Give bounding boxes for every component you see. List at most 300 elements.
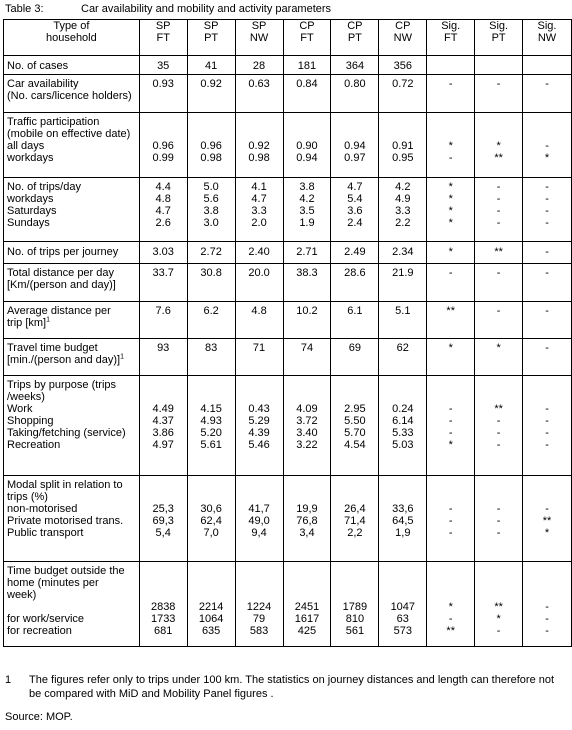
value-cell [139,476,187,562]
value-cell [427,178,475,242]
value-cell [331,75,379,113]
table-value: * [448,193,453,205]
table-value: 0.24 [392,403,414,415]
spacer-line [334,479,375,491]
section-row-modal-split [4,476,572,562]
row-label: Work [7,403,33,415]
spacer-line [382,565,423,577]
table-value: - [545,267,549,279]
value-cell [427,339,475,376]
value-cell [283,376,331,476]
table-value: 3.03 [152,246,174,258]
spacer-line [382,491,423,503]
table-value [526,279,568,291]
spacer-line [478,589,519,601]
table-value: 62,4 [200,515,222,527]
row-label: No. of cases [7,60,69,72]
table-value [143,279,184,291]
value-cell [331,476,379,562]
table-value: 5.6 [203,193,219,205]
spacer-line [191,565,232,577]
spacer-line [526,379,568,391]
table-value: 19,9 [296,503,318,515]
section-row-traffic-participation [4,113,572,178]
footnote-marker: 1 [120,353,125,361]
table-value: 1733 [150,613,176,625]
spacer-line [287,391,328,403]
table-value: 5.33 [392,427,414,439]
table-value: 2.6 [155,217,171,229]
table-value: 63 [396,613,409,625]
row-label-cell [4,264,140,302]
table-value: 3.6 [347,205,363,217]
row-label-line: Trips by purpose (trips [7,379,117,391]
table-value [191,279,232,291]
table-value [478,279,519,291]
value-cell [523,56,572,75]
value-cell [379,302,427,339]
table-value: - [496,439,501,451]
table-value: 2.49 [344,246,366,258]
table-value [191,90,232,102]
table-value [430,90,471,102]
table-value: 28 [252,60,266,72]
table-value: 3.3 [395,205,411,217]
table-value: 583 [249,625,269,637]
spacer-line [191,491,232,503]
table-value: - [496,427,501,439]
table-value: - [448,415,453,427]
value-cell [139,56,187,75]
spacer-line [143,479,184,491]
table-value: 1064 [198,613,224,625]
table-value: 0.84 [296,78,318,90]
value-cell [379,264,427,302]
table-value: 0.43 [248,403,270,415]
table-value: 0.93 [152,78,174,90]
value-cell [475,178,523,242]
header-line: FT [300,32,314,44]
table-value: - [545,415,549,427]
header-line: PT [491,32,506,44]
value-cell [139,264,187,302]
value-cell [235,242,283,264]
table-value [478,354,519,366]
table-value: 28.6 [344,267,366,279]
value-cell [235,113,283,178]
value-cell [187,476,235,562]
value-cell [427,562,475,647]
spacer-line [239,379,280,391]
spacer-line [430,565,471,577]
table-value: 0.99 [152,152,174,164]
section-row-cases [4,56,572,75]
spacer-line [334,565,375,577]
value-cell [331,113,379,178]
spacer-line [239,491,280,503]
table-value [239,279,280,291]
table-value [287,279,328,291]
row-label-cell [4,242,140,264]
value-cell [379,562,427,647]
section-row-average-distance [4,302,572,339]
row-label-cell [4,339,140,376]
row-label: Average distance per [7,305,111,317]
table-value: 2451 [294,601,320,613]
table-value: 4.7 [347,181,363,193]
row-label-line: (mobile on effective date) [7,128,131,140]
table-value: - [545,439,549,451]
spacer-line [143,589,184,601]
table-value: 4.15 [200,403,222,415]
table-value: - [448,527,453,539]
footnote-number: 1 [5,674,12,686]
spacer-line [478,491,519,503]
row-label: Private motorised trans. [7,515,124,527]
table-value: 1789 [342,601,368,613]
table-value: 635 [201,625,221,637]
table-value: - [496,527,501,539]
data-table [3,19,572,647]
table-value: 2.0 [251,217,267,229]
table-value: 5.0 [203,181,219,193]
table-value: 4.09 [296,403,318,415]
spacer-line [191,128,232,140]
value-cell [427,113,475,178]
table-value: 76,8 [296,515,318,527]
header-cell [187,20,235,56]
table-value: * [448,140,453,152]
table-value: 2.40 [248,246,270,258]
table-value: 1617 [294,613,320,625]
header-line: CP [347,20,363,32]
value-cell [235,476,283,562]
header-line: household [45,32,97,44]
table-value: ** [446,305,455,317]
section-row-trips-per-journey [4,242,572,264]
value-cell [475,264,523,302]
spacer-line [526,491,568,503]
row-label-line: week) [7,589,37,601]
table-value: 3.8 [299,181,315,193]
table-value: * [448,217,453,229]
row-label: trip [km]$^1$ [7,316,51,329]
table-value [287,317,328,329]
row-label: for work/service [7,613,85,625]
header-line: PT [347,32,362,44]
header-line: NW [249,32,269,44]
value-cell [523,339,572,376]
spacer-line [430,379,471,391]
table-value [430,317,471,329]
spacer-line [334,391,375,403]
value-cell [235,75,283,113]
value-cell [475,56,523,75]
table-value [287,354,328,366]
table-value: 5.1 [395,305,411,317]
spacer-line [287,479,328,491]
table-value: 4.8 [155,193,171,205]
spacer-line [143,491,184,503]
spacer-line [430,128,471,140]
value-cell [379,113,427,178]
value-cell [475,339,523,376]
spacer-line [382,391,423,403]
value-cell [187,113,235,178]
table-notes [5,673,565,724]
value-cell [235,178,283,242]
table-value [526,354,568,366]
table-value: 6.14 [392,415,414,427]
table-value: 7,0 [203,527,219,539]
header-line: NW [393,32,412,44]
value-cell [523,75,572,113]
table-value: * [448,205,453,217]
value-cell [331,56,379,75]
source-note: Source: MOP. [5,711,73,723]
table-value: - [545,193,549,205]
table-value: 0.96 [152,140,174,152]
table-value: 810 [345,613,365,625]
row-label-cell [4,376,140,476]
spacer-line [526,589,568,601]
table-value: 4.7 [251,193,267,205]
table-value: - [448,403,453,415]
table-value: 5.46 [248,439,270,451]
table-value: 64,5 [392,515,414,527]
spacer-line [478,391,519,403]
table-value: 4.7 [155,205,171,217]
table-value: ** [494,246,503,258]
table-value: - [448,613,453,625]
spacer-line [382,116,423,128]
table-value: 2,2 [347,527,363,539]
table-value [382,317,423,329]
spacer-line [334,379,375,391]
table-value: - [448,515,453,527]
spacer-line [239,128,280,140]
table-value [334,90,375,102]
row-label: Recreation [7,439,61,451]
spacer-line [191,379,232,391]
table-value [430,279,471,291]
table-value: 4.9 [395,193,411,205]
spacer-line [287,128,328,140]
table-value [239,90,280,102]
header-cell [283,20,331,56]
table-value: - [448,267,453,279]
table-value: 0.98 [200,152,222,164]
table-value: * [496,140,501,152]
spacer-line [382,479,423,491]
row-label: Taking/fetching (service) [7,427,126,439]
table-value: 3.86 [152,427,174,439]
table-value: 6.1 [347,305,363,317]
table-value: 561 [345,625,365,637]
row-label-cell [4,302,140,339]
row-label: workdays [7,152,54,164]
value-cell [331,242,379,264]
value-cell [187,264,235,302]
value-cell [427,302,475,339]
footnote-marker: 1 [46,316,51,324]
spacer-line [239,391,280,403]
table-value: 1,9 [395,527,411,539]
value-cell [187,376,235,476]
table-value: 5.29 [248,415,270,427]
header-line: Sig. [537,20,557,32]
table-value [287,90,328,102]
table-value [239,317,280,329]
value-cell [187,562,235,647]
row-label-cell [4,178,140,242]
table-value: 21.9 [392,267,414,279]
value-cell [523,302,572,339]
table-value: 62 [396,342,409,354]
table-value: 2.2 [395,217,411,229]
spacer-line [526,577,568,589]
spacer-line [430,491,471,503]
value-cell [523,113,572,178]
table-value [478,60,519,72]
spacer-line [191,391,232,403]
table-value: ** [446,625,455,637]
table-value: 10.2 [296,305,318,317]
row-label: Car availability [7,78,79,90]
header-line: NW [537,32,557,44]
spacer-line [526,391,568,403]
spacer-line [191,116,232,128]
spacer-line [287,565,328,577]
row-label-line: /weeks) [7,391,45,403]
table-value: 2838 [150,601,176,613]
table-value: - [496,415,501,427]
spacer-line [287,491,328,503]
table-value [191,317,232,329]
table-value: - [496,305,501,317]
value-cell [379,476,427,562]
value-cell [235,562,283,647]
spacer-line [239,116,280,128]
spacer-line [478,479,519,491]
table-title: Car availability and mobility and activity parameters [81,3,332,15]
table-value: 181 [297,60,317,72]
value-cell [475,75,523,113]
value-cell [283,302,331,339]
section-row-trips-per-day [4,178,572,242]
table-value: 4.93 [200,415,222,427]
spacer-line [526,479,568,491]
value-cell [331,562,379,647]
value-cell [427,56,475,75]
table-value: - [496,181,501,193]
header-cell-household [4,20,140,56]
row-label: all days [7,140,45,152]
table-value: 573 [393,625,412,637]
table-value: 4.49 [152,403,174,415]
footnote [5,673,565,701]
spacer-line [239,577,280,589]
value-cell [283,264,331,302]
table-value: 3.8 [203,205,219,217]
header-cell [523,20,572,56]
header-line: Sig. [489,20,509,32]
table-value: 3.22 [296,439,318,451]
spacer-line [478,565,519,577]
table-value: - [545,217,549,229]
table-value: - [496,217,501,229]
table-value: 3.5 [299,205,315,217]
value-cell [427,264,475,302]
table-value: - [496,625,501,637]
row-label-line: Modal split in relation to [7,479,123,491]
table-value [191,354,232,366]
table-value: 4.4 [155,181,171,193]
table-value: - [496,78,501,90]
value-cell [235,302,283,339]
header-cell [427,20,475,56]
value-cell [187,339,235,376]
section-row-time-budget [4,562,572,647]
value-cell [235,376,283,476]
table-value [382,354,423,366]
spacer-line [334,128,375,140]
header-line: CP [299,20,315,32]
table-value: 4.97 [152,439,174,451]
spacer-line [430,116,471,128]
table-value: * [448,342,453,354]
spacer-line [143,128,184,140]
table-value [143,90,184,102]
table-value: 0.94 [296,152,318,164]
value-cell [139,562,187,647]
value-cell [283,75,331,113]
table-value: 3,4 [299,527,315,539]
spacer-line [143,379,184,391]
table-value: 4.54 [344,439,366,451]
value-cell [523,476,572,562]
row-label: No. of trips per journey [7,246,119,258]
table-value: 0.91 [392,140,414,152]
row-label-cell [4,56,140,75]
table-value: - [545,181,549,193]
spacer-line [143,565,184,577]
table-value: ** [494,403,503,415]
table-value [143,317,184,329]
row-label: Total distance per day [7,267,115,279]
spacer-line [478,116,519,128]
value-cell [523,562,572,647]
value-cell [523,376,572,476]
value-cell [187,302,235,339]
spacer-line [191,479,232,491]
section-row-travel-time [4,339,572,376]
value-cell [283,339,331,376]
table-value: 3.40 [296,427,318,439]
spacer-line [526,128,568,140]
table-value: 30.8 [200,267,222,279]
header-cell [235,20,283,56]
spacer-line [143,391,184,403]
table-value [430,60,471,72]
table-value: 3.0 [203,217,219,229]
spacer-line [382,379,423,391]
table-value: - [496,503,501,515]
table-value [382,279,423,291]
value-cell [139,302,187,339]
table-value [382,90,423,102]
table-value: 25,3 [152,503,174,515]
